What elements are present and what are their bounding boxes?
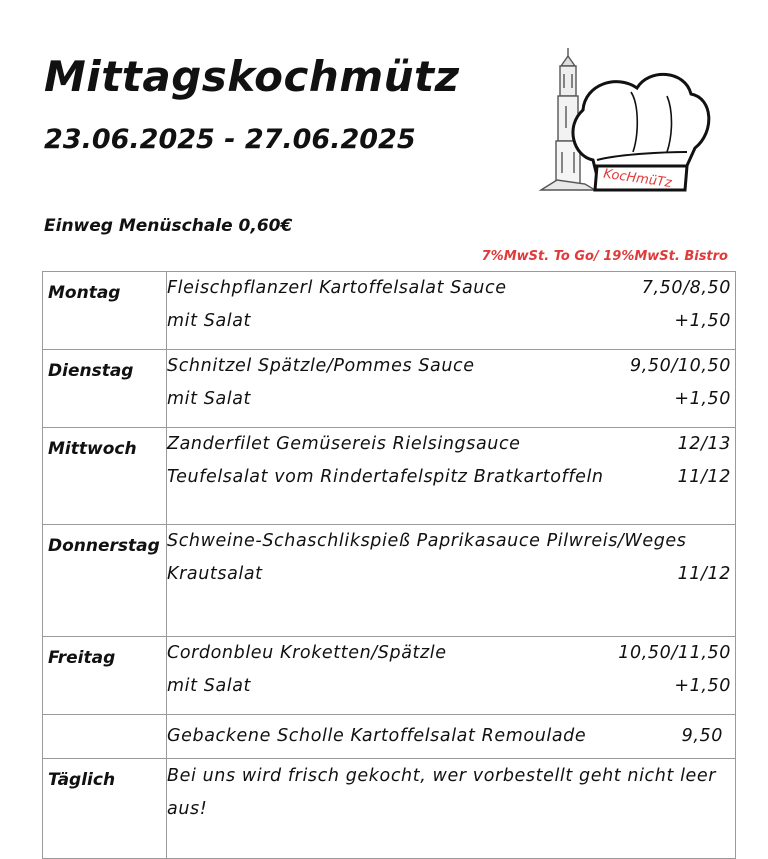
- dish-cell: [167, 525, 736, 637]
- dish-text: Cordonbleu Kroketten/Spätzle: [167, 643, 447, 663]
- menu-row-tuesday: [43, 350, 736, 428]
- dish-line: [167, 461, 735, 494]
- dish-cell: [167, 715, 736, 759]
- dish-line: [167, 637, 735, 670]
- dish-cell: [167, 350, 736, 428]
- dish-price: 11/12: [677, 564, 731, 584]
- dish-line: [167, 558, 735, 591]
- dish-text: Gebackene Scholle Kartoffelsalat Remoulade: [167, 726, 587, 746]
- menu-row-friday-extra: [43, 715, 736, 759]
- dish-line: [167, 305, 735, 338]
- dish-price: 12/13: [677, 434, 731, 454]
- day-label: [43, 715, 167, 759]
- day-label: Mittwoch: [43, 428, 167, 525]
- day-label: Dienstag: [43, 350, 167, 428]
- day-label: Montag: [43, 272, 167, 350]
- dish-price: +1,50: [674, 311, 731, 331]
- daily-note: Bei uns wird frisch gekocht, wer vorbestellt geht nicht leer aus!: [167, 766, 717, 819]
- dish-line: [167, 383, 735, 416]
- dish-price: 11/12: [677, 467, 731, 487]
- dish-price: 10,50/11,50: [618, 643, 731, 663]
- menu-row-friday: [43, 637, 736, 715]
- dish-line: [167, 350, 735, 383]
- dish-line: [167, 525, 735, 558]
- menu-row-monday: [43, 272, 736, 350]
- dish-price: 7,50/8,50: [641, 278, 731, 298]
- dish-line: [167, 670, 735, 703]
- day-label: Donnerstag: [43, 525, 167, 637]
- dish-line: [167, 720, 735, 753]
- dish-cell: [167, 272, 736, 350]
- dish-text: mit Salat: [167, 676, 252, 696]
- dish-text: Schweine-Schaschlikspieß Paprikasauce Pilwreis/Weges: [167, 531, 687, 551]
- dish-price: +1,50: [674, 389, 731, 409]
- menu-row-thursday: [43, 525, 736, 637]
- dish-price: +1,50: [674, 676, 731, 696]
- dish-cell: [167, 428, 736, 525]
- dish-text: mit Salat: [167, 389, 252, 409]
- dish-text: Fleischpflanzerl Kartoffelsalat Sauce: [167, 278, 507, 298]
- logo-text: KocHmüTz: [602, 166, 673, 192]
- dish-price: 9,50: [681, 726, 723, 746]
- dish-cell: [167, 637, 736, 715]
- dish-text: Krautsalat: [167, 564, 263, 584]
- menu-title: Mittagskochmütz: [44, 52, 460, 101]
- day-label: Freitag: [43, 637, 167, 715]
- menu-row-daily: [43, 759, 736, 859]
- weekly-menu-table: [42, 271, 736, 859]
- dish-price: 9,50/10,50: [630, 356, 731, 376]
- dish-text: mit Salat: [167, 311, 252, 331]
- dish-text: Schnitzel Spätzle/Pommes Sauce: [167, 356, 475, 376]
- packaging-fee-note: Einweg Menüschale 0,60€: [44, 216, 293, 236]
- week-dates: 23.06.2025 - 27.06.2025: [44, 124, 416, 155]
- chef-hat-logo-icon: [535, 48, 715, 203]
- dish-line: [167, 272, 735, 305]
- dish-cell: [167, 759, 736, 859]
- dish-text: Zanderfilet Gemüsereis Rielsingsauce: [167, 434, 521, 454]
- menu-row-wednesday: [43, 428, 736, 525]
- day-label: Täglich: [43, 759, 167, 859]
- tax-note: 7%MwSt. To Go/ 19%MwSt. Bistro: [481, 249, 728, 264]
- dish-line: [167, 428, 735, 461]
- dish-text: Teufelsalat vom Rindertafelspitz Bratkartoffeln: [167, 467, 604, 487]
